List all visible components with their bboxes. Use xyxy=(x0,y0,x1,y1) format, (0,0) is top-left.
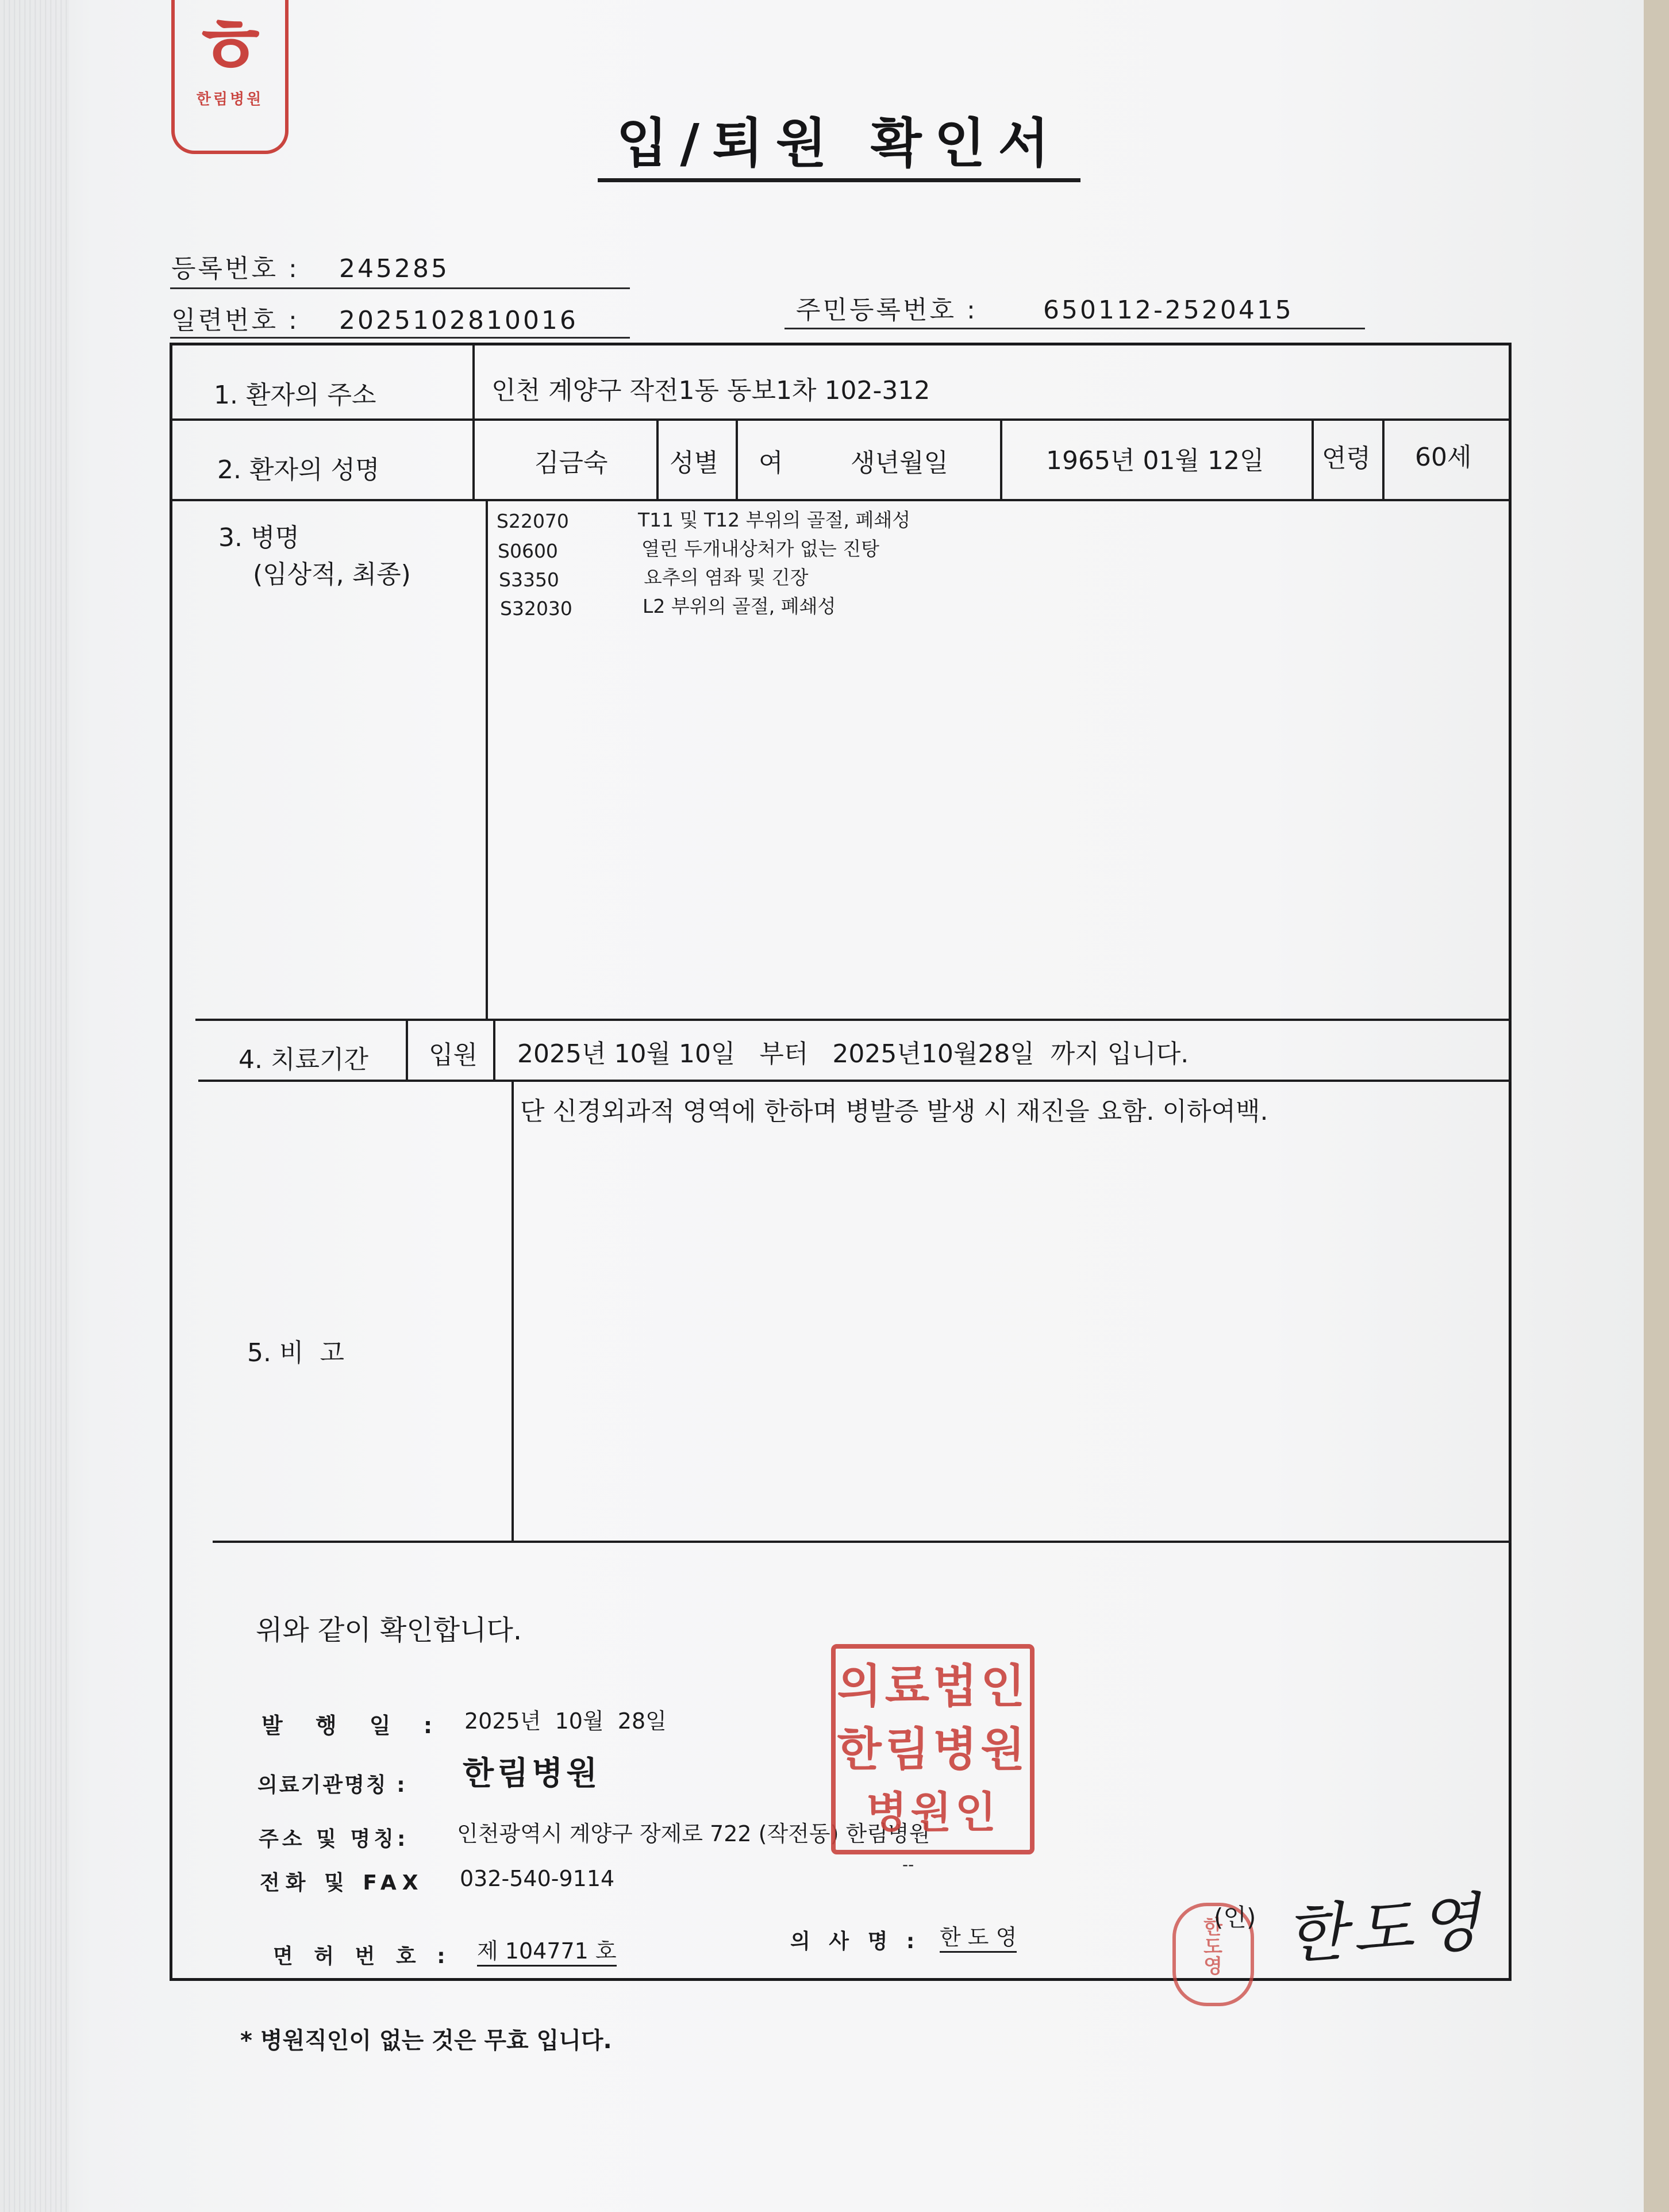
address-label: 1. 환자의 주소 xyxy=(214,381,376,410)
license-number: 제 104771 호 xyxy=(477,1937,617,1967)
col-divider xyxy=(1312,420,1314,500)
hospital-phone: 032-540-9114 xyxy=(460,1866,615,1891)
col-divider xyxy=(736,420,738,500)
diagnosis-code: S3350 xyxy=(499,569,559,591)
hospital-seal-icon: ㅎ 한림병원 xyxy=(171,0,289,154)
diagnosis-code: S32030 xyxy=(500,597,572,620)
serial-no-underline xyxy=(170,337,630,339)
age-label: 연령 xyxy=(1322,444,1371,473)
doctor-seal-icon: 한도영 xyxy=(1172,1903,1254,2006)
col-divider xyxy=(493,1019,495,1081)
patient-address: 인천 계양구 작전1동 동보1차 102-312 xyxy=(491,376,930,405)
confirm-text: 위와 같이 확인합니다. xyxy=(256,1614,522,1646)
serial-no-label: 일련번호 : xyxy=(171,306,299,335)
doctor-name: 한 도 영 xyxy=(940,1923,1017,1953)
paper-stack-edges xyxy=(0,0,69,2212)
issue-label: 발 행 일 : xyxy=(261,1713,445,1738)
patient-age: 60세 xyxy=(1415,443,1472,472)
serial-no: 2025102810016 xyxy=(339,306,578,335)
diagnosis-desc: 열린 두개내상처가 없는 진탕 xyxy=(641,537,880,560)
patient-name: 김금숙 xyxy=(534,448,608,478)
admission-label: 입원 xyxy=(429,1040,478,1070)
desk-background xyxy=(1644,0,1669,2212)
col-divider xyxy=(656,420,659,500)
col-divider xyxy=(512,1080,514,1542)
diagnosis-desc: 요추의 염좌 및 긴장 xyxy=(644,566,809,589)
period-label: 4. 치료기간 xyxy=(239,1045,368,1074)
resident-no-underline xyxy=(784,328,1365,329)
official-seal-icon: 의료법인 한림병원 병원인 xyxy=(831,1644,1035,1854)
disease-sublabel: (임상적, 최종) xyxy=(253,560,411,589)
name-label: 2. 환자의 성명 xyxy=(217,455,380,485)
row-divider xyxy=(198,1080,1512,1082)
hospital-address: 인천광역시 계양구 장제로 722 (작전동) 한림병원 xyxy=(457,1821,930,1846)
col-divider xyxy=(406,1019,408,1081)
address-label: 주소 및 명칭: xyxy=(259,1827,409,1851)
institution-label: 의료기관명칭 : xyxy=(257,1773,407,1797)
diagnosis-desc: L2 부위의 골절, 폐쇄성 xyxy=(643,595,836,617)
disease-label: 3. 병명 xyxy=(218,523,299,552)
resident-no-label: 주민등록번호 : xyxy=(796,295,978,325)
remarks-label: 5. 비 고 xyxy=(247,1338,344,1368)
reg-no: 245285 xyxy=(339,254,449,283)
reg-no-label: 등록번호 : xyxy=(171,254,299,283)
license-label: 면 허 번 호 : xyxy=(273,1945,452,1968)
diagnosis-desc: T11 및 T12 부위의 골절, 폐쇄성 xyxy=(638,509,911,531)
diagnosis-code: S0600 xyxy=(498,540,558,562)
col-divider xyxy=(472,345,475,500)
row-divider xyxy=(213,1541,1512,1543)
birth-label: 생년월일 xyxy=(851,448,949,478)
signature: 한도영 xyxy=(1282,1884,1488,1973)
remarks-text: 단 신경외과적 영역에 한하며 병발증 발생 시 재진을 요함. 이하여백. xyxy=(520,1097,1268,1126)
institution-name: 한림병원 xyxy=(463,1755,601,1792)
invalid-note: * 병원직인이 없는 것은 무효 입니다. xyxy=(240,2027,612,2054)
address-dash: -- xyxy=(902,1855,914,1874)
issue-date: 2025년 10월 28일 xyxy=(464,1708,667,1734)
doctor-label: 의 사 명 : xyxy=(790,1930,921,1953)
col-divider xyxy=(486,499,488,1021)
col-divider xyxy=(1000,420,1002,500)
row-divider xyxy=(172,499,1510,501)
row-divider xyxy=(195,1019,1512,1021)
col-divider xyxy=(1382,420,1385,500)
diagnosis-code: S22070 xyxy=(497,510,569,532)
document-title: 입/퇴원 확인서 xyxy=(598,115,1080,182)
seal-mark: (인) xyxy=(1214,1903,1256,1931)
patient-sex: 여 xyxy=(759,448,783,478)
sex-label: 성별 xyxy=(670,448,719,478)
phone-label: 전화 및 FAX xyxy=(260,1871,424,1895)
reg-no-underline xyxy=(170,287,630,289)
resident-no: 650112-2520415 xyxy=(1043,295,1294,325)
row-divider xyxy=(171,418,1510,421)
treatment-period: 2025년 10월 10일 부터 2025년10월28일 까지 입니다. xyxy=(517,1039,1189,1069)
patient-birth: 1965년 01월 12일 xyxy=(1046,446,1264,475)
